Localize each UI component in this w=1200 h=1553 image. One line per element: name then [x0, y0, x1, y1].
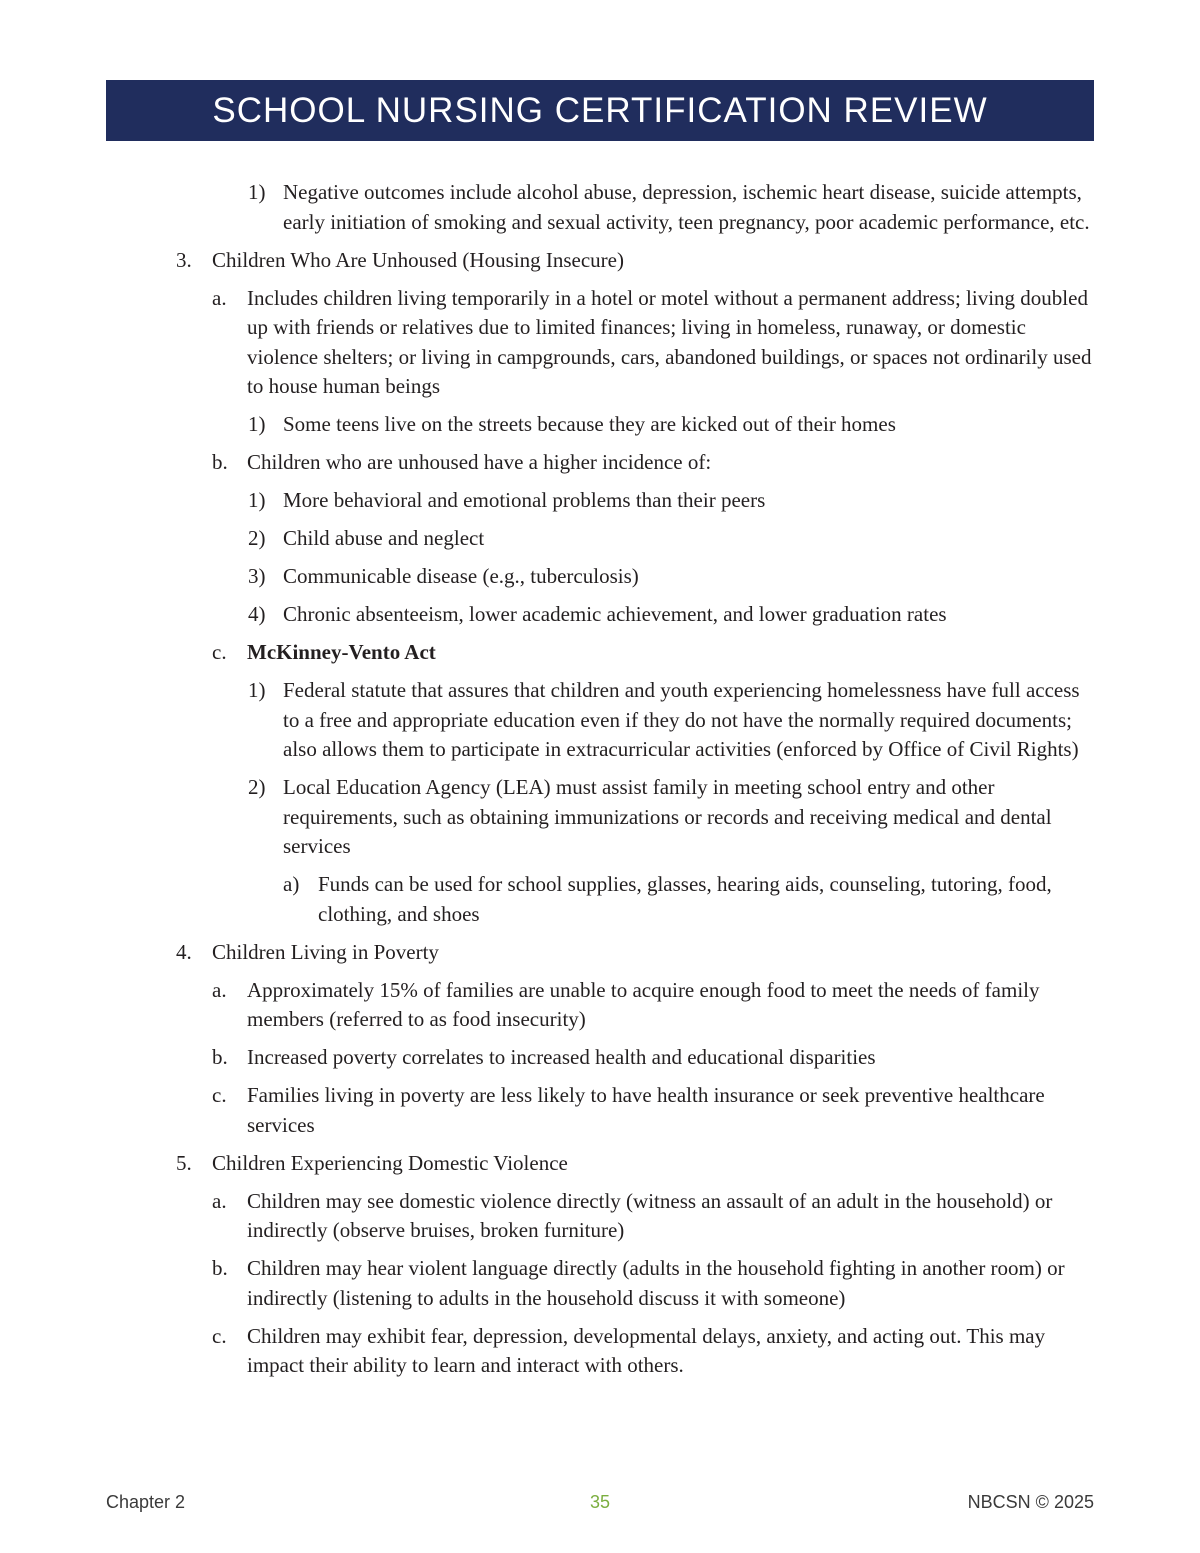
list-item — [0, 448, 1200, 478]
section-heading-poverty — [0, 938, 1200, 968]
list-item-text: Federal statute that assures that children and youth experiencing homelessness have full access to a free and appropriate education even if they do not have the normally required documents; also allows them to participate in extracurricular activities (enforced by Office of Civil Rights) — [283, 678, 1080, 761]
list-item — [0, 1043, 1200, 1073]
list-item — [0, 284, 1200, 402]
list-item-text: Families living in poverty are less likely to have health insurance or seek preventive healthcare services — [247, 1083, 1045, 1137]
list-item-text: Local Education Agency (LEA) must assist family in meeting school entry and other requirements, such as obtaining immunizations or records and receiving medical and dental services — [283, 775, 1052, 858]
list-item — [0, 1254, 1200, 1313]
list-item-text: Includes children living temporarily in a hotel or motel without a permanent address; living doubled up with friends or relatives due to limited finances; living in homeless, runaway, or domestic violence shelters; or living in campgrounds, cars, abandoned buildings, or spaces not ordinarily used to house human beings — [247, 285, 1092, 398]
list-marker: b. — [212, 1045, 228, 1069]
section-heading-text: Children Who Are Unhoused (Housing Insecure) — [212, 247, 624, 272]
list-item — [0, 486, 1200, 516]
list-item-text: Child abuse and neglect — [283, 526, 485, 550]
header-bar — [106, 80, 1094, 141]
list-item-text: Children may hear violent language directly (adults in the household fighting in another room) or indirectly (listening to adults in the household discuss it with someone) — [247, 1256, 1065, 1310]
list-item-text: Increased poverty correlates to increased health and educational disparities — [247, 1045, 876, 1069]
list-item-text-bold: McKinney-Vento Act — [247, 640, 436, 664]
list-item — [0, 410, 1200, 440]
list-item — [0, 178, 1200, 237]
list-item — [0, 773, 1200, 862]
list-marker: 2) — [248, 775, 266, 799]
list-marker: 4) — [248, 602, 266, 626]
list-item — [0, 870, 1200, 929]
list-marker: c. — [212, 640, 227, 664]
list-item-text: Children may exhibit fear, depression, developmental delays, anxiety, and acting out. This may impact their ability to learn and interact with others. — [247, 1323, 1046, 1377]
list-item-text: Funds can be used for school supplies, glasses, hearing aids, counseling, tutoring, food, clothing, and shoes — [318, 872, 1052, 926]
list-marker: c. — [212, 1083, 227, 1107]
list-marker: b. — [212, 1256, 228, 1280]
list-item-text: Negative outcomes include alcohol abuse, depression, ischemic heart disease, suicide attempts, early initiation of smoking and sexual activity, teen pregnancy, poor academic performance, etc. — [283, 180, 1090, 234]
list-marker: c. — [212, 1323, 227, 1348]
list-marker: a. — [212, 977, 227, 1002]
list-item-text: More behavioral and emotional problems than their peers — [283, 488, 766, 512]
list-item-text: Some teens live on the streets because they are kicked out of their homes — [283, 412, 896, 436]
list-item — [0, 562, 1200, 592]
list-marker: 1) — [248, 678, 266, 702]
list-item — [0, 1187, 1200, 1246]
list-item — [0, 1322, 1200, 1381]
list-marker: 3) — [248, 564, 266, 588]
document-body — [0, 178, 1200, 1389]
list-marker: a. — [212, 1188, 227, 1213]
list-marker: 1) — [248, 412, 266, 436]
section-heading-unhoused — [0, 246, 1200, 276]
list-item — [0, 1081, 1200, 1140]
list-marker: b. — [212, 450, 228, 474]
list-item-text: Communicable disease (e.g., tuberculosis) — [283, 564, 639, 588]
list-marker: a) — [283, 872, 300, 896]
list-marker: 1) — [248, 488, 266, 512]
list-item — [0, 976, 1200, 1035]
list-marker: 3. — [176, 247, 192, 272]
list-item-text: Children may see domestic violence directly (witness an assault of an adult in the household) or indirectly (observe bruises, broken furniture) — [247, 1188, 1053, 1242]
list-marker: 5. — [176, 1150, 192, 1175]
copyright-notice: NBCSN © 2025 — [967, 1492, 1094, 1512]
page-footer — [106, 1492, 1094, 1522]
list-item-text: Approximately 15% of families are unable to acquire enough food to meet the needs of family members (referred to as food insecurity) — [247, 977, 1040, 1031]
list-item — [0, 600, 1200, 630]
list-marker: 1) — [248, 180, 266, 204]
list-marker: 2) — [248, 526, 266, 550]
section-heading-text: Children Living in Poverty — [212, 939, 439, 964]
list-marker: 4. — [176, 939, 192, 964]
list-marker: a. — [212, 285, 227, 310]
list-item — [0, 638, 1200, 668]
section-heading-domestic-violence — [0, 1149, 1200, 1179]
list-item-text: Children who are unhoused have a higher incidence of: — [247, 450, 712, 474]
page-title: SCHOOL NURSING CERTIFICATION REVIEW — [212, 90, 988, 130]
chapter-label: Chapter 2 — [106, 1492, 186, 1512]
list-item-text: Chronic absenteeism, lower academic achievement, and lower graduation rates — [283, 602, 947, 626]
list-item — [0, 524, 1200, 554]
page-number: 35 — [589, 1492, 611, 1512]
list-item — [0, 676, 1200, 765]
section-heading-text: Children Experiencing Domestic Violence — [212, 1150, 568, 1175]
